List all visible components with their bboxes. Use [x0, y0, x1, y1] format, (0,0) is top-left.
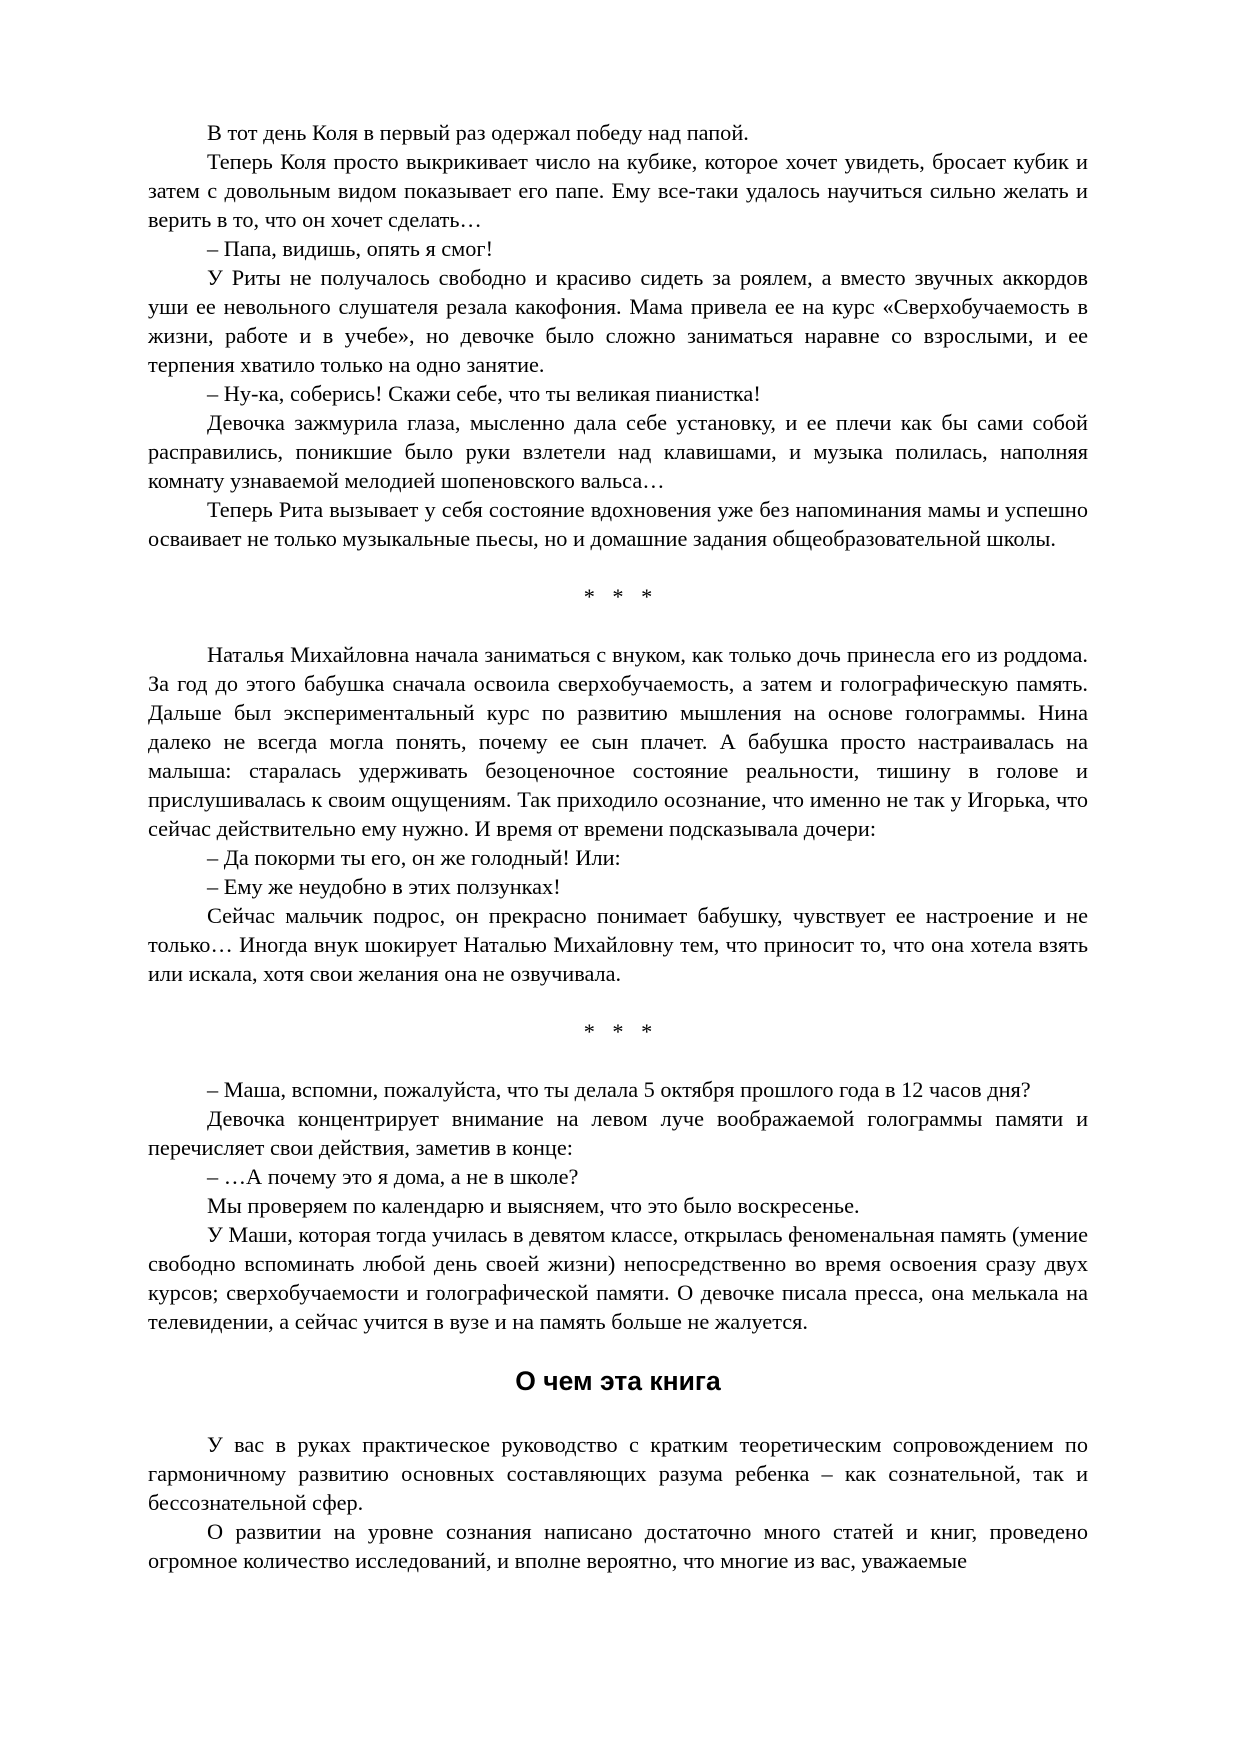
dialogue-line: – Маша, вспомни, пожалуйста, что ты делала 5 октября прошлого года в 12 часов дня?	[207, 1077, 1031, 1102]
paragraph: Сейчас мальчик подрос, он прекрасно понимает бабушку, чувствует ее настроение и не только… Иногда внук шокирует Наталью Михайловну тем, что приносит то, что она хотела взять или искала, хотя свои желания она не озвучивала.	[148, 903, 1088, 986]
paragraph: У вас в руках практическое руководство с кратким теоретическим сопровождением по гармоничному развитию основных составляющих разума ребенка – как сознательной, так и бессознательной сфер.	[148, 1432, 1088, 1515]
section-about-book	[148, 1430, 1088, 1575]
section-divider: * * *	[583, 1019, 659, 1044]
dialogue-line: – Ему же неудобно в этих ползунках!	[207, 874, 561, 899]
paragraph: У Риты не получалось свободно и красиво сидеть за роялем, а вместо звучных аккордов уши ее невольного слушателя резала какофония. Мама привела ее на курс «Сверхобучаемость в жизни, работе и в учебе», но девочке было сложно заниматься наравне со взрослыми, и ее терпения хватило только на одно занятие.	[148, 265, 1088, 377]
paragraph: Наталья Михайловна начала заниматься с внуком, как только дочь принесла его из роддома. За год до этого бабушка сначала освоила сверхобучаемость, а затем и голографическую память. Дальше был экспериментальный курс по развитию мышления на основе голограммы. Нина далеко не всегда могла понять, почему ее сын плачет. А бабушка просто настраивалась на малыша: старалась удерживать безоценочное состояние реальности, тишину в голове и прислушивалась к своим ощущениям. Так приходило осознание, что именно не так у Игорька, что сейчас действительно ему нужно. И время от времени подсказывала дочери:	[148, 642, 1088, 841]
dialogue-line: – Да покорми ты его, он же голодный! Или:	[207, 845, 621, 870]
section-divider: * * *	[583, 584, 659, 609]
paragraph: Теперь Рита вызывает у себя состояние вдохновения уже без напоминания мамы и успешно осваивает не только музыкальные пьесы, но и домашние задания общеобразовательной школы.	[148, 497, 1088, 551]
dialogue-line: – Папа, видишь, опять я смог!	[207, 236, 494, 261]
paragraph: Девочка концентрирует внимание на левом луче воображаемой голограммы памяти и перечисляет свои действия, заметив в конце:	[148, 1106, 1088, 1160]
document-page	[148, 118, 1088, 1575]
paragraph: Теперь Коля просто выкрикивает число на кубике, которое хочет увидеть, бросает кубик и затем с довольным видом показывает его папе. Ему все-таки удалось научиться сильно желать и верить в то, что он хочет сделать…	[148, 149, 1088, 232]
paragraph: В тот день Коля в первый раз одержал победу над папой.	[207, 120, 749, 145]
dialogue-line: – …А почему это я дома, а не в школе?	[207, 1164, 579, 1189]
section-masha	[148, 1075, 1088, 1336]
paragraph: Мы проверяем по календарю и выясняем, что это было воскресенье.	[207, 1193, 860, 1218]
dialogue-line: – Ну-ка, соберись! Скажи себе, что ты великая пианистка!	[207, 381, 761, 406]
section-heading: О чем эта книга	[515, 1366, 721, 1396]
paragraph: У Маши, которая тогда училась в девятом классе, открылась феноменальная память (умение свободно вспоминать любой день своей жизни) непосредственно во время освоения сразу двух курсов; сверхобучаемости и голографической памяти. О девочке писала пресса, она мелькала на телевидении, а сейчас учится в вузе и на память больше не жалуется.	[148, 1222, 1088, 1334]
paragraph: Девочка зажмурила глаза, мысленно дала себе установку, и ее плечи как бы сами собой расправились, поникшие было руки взлетели над клавишами, и музыка полилась, наполняя комнату узнаваемой мелодией шопеновского вальса…	[148, 410, 1088, 493]
section-kolya-rita	[148, 118, 1088, 553]
section-natalya	[148, 640, 1088, 988]
paragraph: О развитии на уровне сознания написано достаточно много статей и книг, проведено огромное количество исследований, и вполне вероятно, что многие из вас, уважаемые	[148, 1519, 1088, 1573]
